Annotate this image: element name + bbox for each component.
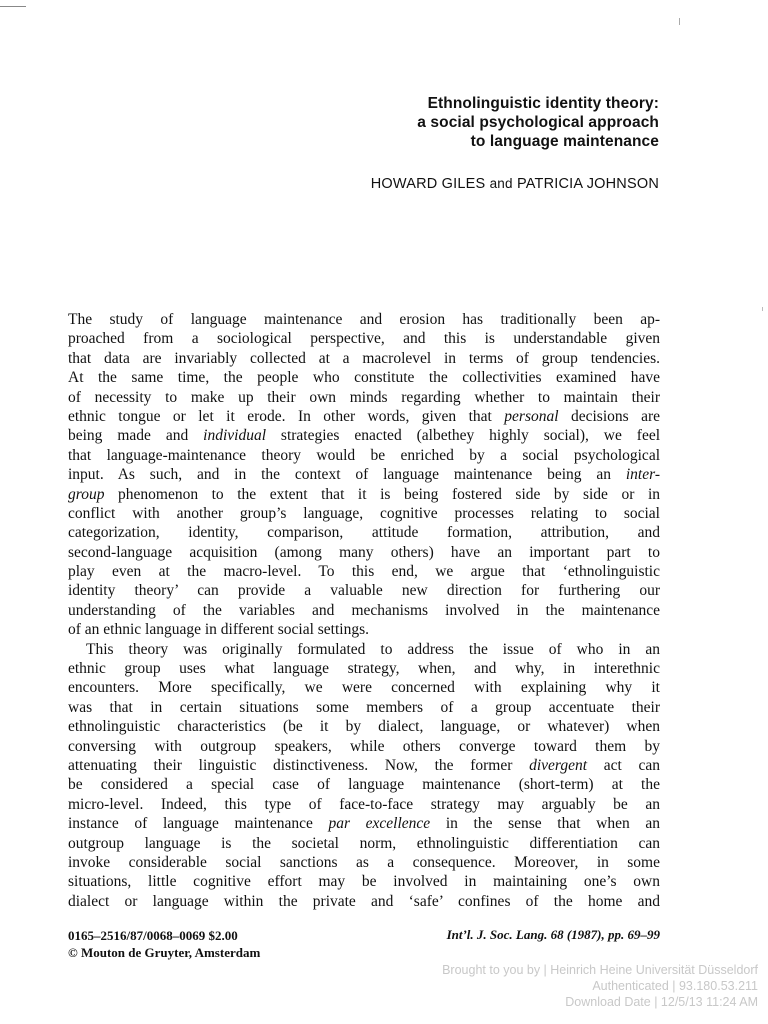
- text-line: [68, 814, 660, 833]
- corner-crop-mark: [0, 6, 26, 7]
- italic-term: individual: [203, 427, 266, 445]
- journal-citation: Int’l. J. Soc. Lang. 68 (1987), pp. 69–99: [446, 927, 660, 942]
- publisher-copyright: © Mouton de Gruyter, Amsterdam: [68, 945, 261, 960]
- author-giles: HOWARD GILES: [370, 176, 486, 192]
- text-line: categorization, identity, comparison, attitude formation, attribution, and: [68, 524, 660, 542]
- text-span: decisions are: [570, 407, 661, 425]
- text-line: encounters. More specifically, we were concerned with explaining why it: [68, 679, 660, 697]
- text-line: [68, 485, 660, 504]
- issn-footer: [68, 927, 260, 961]
- author-conjunction: and: [489, 176, 513, 191]
- text-span: input. As such, and in the context of language maintenance being an: [68, 466, 611, 484]
- title-line-2: a social psychological approach: [417, 114, 659, 131]
- text-line: situations, little cognitive effort may be involved in maintaining one’s own: [68, 873, 660, 891]
- text-line: proached from a sociological perspective, and this is understandable given: [68, 330, 660, 348]
- text-line: dialect or language within the private and ‘safe’ confines of the home and: [68, 892, 660, 910]
- text-line: that language-maintenance theory would be enriched by a social psychological: [68, 446, 660, 464]
- italic-term: personal: [504, 407, 559, 425]
- scan-speck: [679, 18, 680, 25]
- download-watermark: [318, 962, 758, 1010]
- text-line: identity theory’ can provide a valuable new direction for furthering our: [68, 582, 660, 600]
- text-span: ethnic tongue or let it erode. In other words, given that: [68, 407, 492, 425]
- paragraph-1: [68, 310, 660, 640]
- text-line: The study of language maintenance and erosion has traditionally been ap-: [68, 311, 660, 328]
- text-line: invoke considerable social sanctions as a consequence. Moreover, in some: [68, 853, 660, 871]
- text-line: ethnolinguistic characteristics (be it by dialect, language, or whatever) when: [68, 718, 660, 736]
- text-line: ethnic group uses what language strategy, when, and why, in interethnic: [68, 660, 660, 678]
- text-line: This theory was originally formulated to address the issue of who in an: [86, 640, 660, 658]
- text-line: [68, 756, 660, 775]
- text-span: phenomenon to the extent that it is being fostered side by side or in: [118, 485, 660, 503]
- text-line: micro-level. Indeed, this type of face-to-face strategy may arguably be an: [68, 795, 660, 813]
- text-line: second-language acquisition (among many others) have an important part to: [68, 543, 660, 561]
- text-line: [68, 407, 660, 426]
- text-line: of an ethnic language in different social settings.: [68, 621, 370, 639]
- text-line: outgroup language is the societal norm, ethnolinguistic differentiation can: [68, 834, 660, 852]
- italic-term: par excellence: [328, 815, 431, 833]
- text-line: [68, 426, 660, 445]
- text-line: [68, 465, 660, 484]
- text-span: in the sense that when an: [445, 815, 660, 833]
- watermark-line-1: Brought to you by | Heinrich Heine Universität Düsseldorf: [442, 963, 758, 977]
- issn-price: 0165–2516/87/0068–0069 $2.00: [68, 928, 238, 943]
- title-line-1: Ethnolinguistic identity theory:: [427, 95, 659, 112]
- text-line: that data are invariably collected at a macrolevel in terms of group tendencies.: [68, 349, 660, 367]
- text-line: be considered a special case of language maintenance (short-term) at the: [68, 776, 660, 794]
- watermark-line-2: Authenticated | 93.180.53.211: [592, 979, 758, 993]
- watermark-line-3: Download Date | 12/5/13 11:24 AM: [565, 995, 758, 1009]
- italic-term: divergent: [529, 756, 588, 774]
- article-body: [68, 310, 660, 911]
- text-line: was that in certain situations some members of a group accentuate their: [68, 698, 660, 716]
- text-line: of necessity to make up their own minds regarding whether to maintain their: [68, 388, 660, 406]
- text-span: instance of language maintenance: [68, 815, 313, 833]
- scan-speck: [762, 307, 763, 311]
- text-span: being made and: [68, 427, 189, 445]
- text-span: strategies enacted (albethey highly social), we feel: [280, 427, 661, 445]
- text-span: attenuating their linguistic distinctiveness. Now, the former: [68, 756, 513, 774]
- text-line: conversing with outgroup speakers, while others converge toward them by: [68, 737, 660, 755]
- text-span: act can: [603, 756, 661, 774]
- author-byline: [371, 176, 659, 192]
- italic-term: group: [68, 485, 105, 503]
- paragraph-2: [68, 640, 660, 911]
- text-line: At the same time, the people who constitute the collectivities examined have: [68, 369, 660, 387]
- text-line: conflict with another group’s language, cognitive processes relating to social: [68, 504, 660, 522]
- text-line: understanding of the variables and mechanisms involved in the maintenance: [68, 601, 660, 619]
- text-line: play even at the macro-level. To this end, we argue that ‘ethnolinguistic: [68, 563, 660, 581]
- title-line-3: to language maintenance: [470, 133, 659, 150]
- article-title: [239, 94, 659, 151]
- author-johnson: PATRICIA JOHNSON: [516, 176, 659, 192]
- italic-term: inter-: [625, 466, 660, 484]
